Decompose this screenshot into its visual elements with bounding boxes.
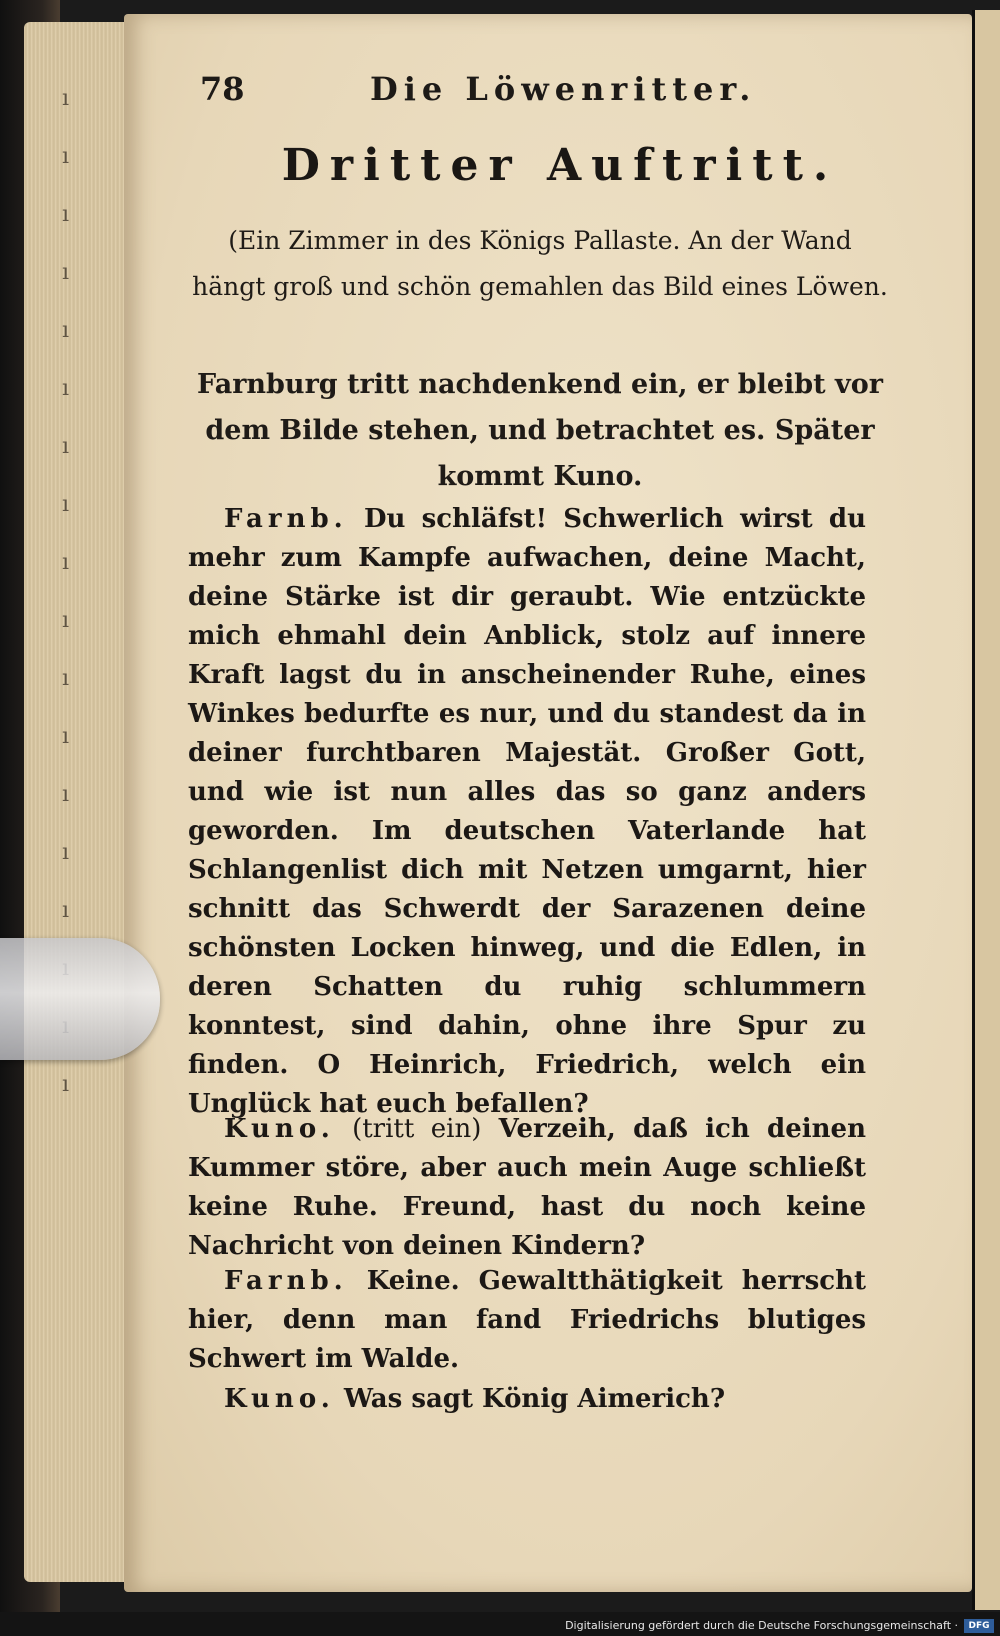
speaker-name: Kuno. [224,1384,335,1414]
bleed-through-marks: ı ı ı ı ı ı ı ı ı ı ı ı ı ı ı ı [62,86,70,1097]
speaker-name: Kuno. [224,1114,335,1144]
stage-direction-setting: (Ein Zimmer in des Königs Pallaste. An der Wand hängt groß und schön gemahlen das Bild eines Löwen. [192,226,888,301]
scene-title: Dritter Auftritt. [281,140,839,191]
stage-direction-entrance: Farnburg tritt nachdenkend ein, er bleibt vor dem Bilde stehen, und betrachtet es. Später kommt Kuno. [197,369,883,492]
dialogue-block [188,500,866,1124]
speaker-name: Farnb. [224,504,348,534]
running-header [200,70,920,114]
funding-credit: Digitalisierung gefördert durch die Deutsche Forschungsgemeinschaft · [565,1619,958,1632]
footer-bar [0,1612,1000,1636]
dialogue-text: Was sagt König Aimerich? [343,1384,726,1414]
scanner-thumb [0,938,160,1060]
page-number: 78 [200,70,245,108]
dialogue-block [188,1262,866,1379]
dialogue-text: Du schläfst! Schwerlich wirst du mehr zum Kampfe aufwachen, deine Macht, deine Stärke ist dir geraubt. Wie entzückte mich ehmahl dein Anblick, stolz auf innere Kraft lagst du in anscheinender Ruhe, eines Winkes bedurfte es nur, und du standest da in deiner furchtbaren Majestät. Großer Gott, und wie ist nun alles das so ganz anders geworden. Im deutschen Vaterlande hat Schlangenlist dich mit Netzen umgarnt, hier schnitt das Schwerdt der Sarazenen deine schönsten Locken hinweg, und die Edlen, in deren Schatten du ruhig schlummern konntest, sind dahin, ohne ihre Spur zu finden. O Heinrich, Friedrich, welch ein Unglück hat euch befallen? [188,504,866,1119]
dialogue-block [188,1110,866,1266]
dialogue-text: Verzeih, daß ich deinen Kummer störe, aber auch mein Auge schließt keine Ruhe. Freund, hast du noch keine Nachricht von deinen Kindern? [188,1114,866,1261]
speaker-name: Farnb. [224,1266,348,1296]
dfg-logo: DFG [964,1619,994,1633]
inline-stage-direction: (tritt ein) [352,1114,482,1144]
dialogue-text: Keine. Gewaltthätigkeit herrscht hier, denn man fand Friedrichs blutiges Schwert im Walde. [188,1266,866,1374]
dialogue-block [188,1380,866,1419]
facing-page-edge [972,10,1000,1610]
running-title: Die Löwenritter. [370,70,757,108]
